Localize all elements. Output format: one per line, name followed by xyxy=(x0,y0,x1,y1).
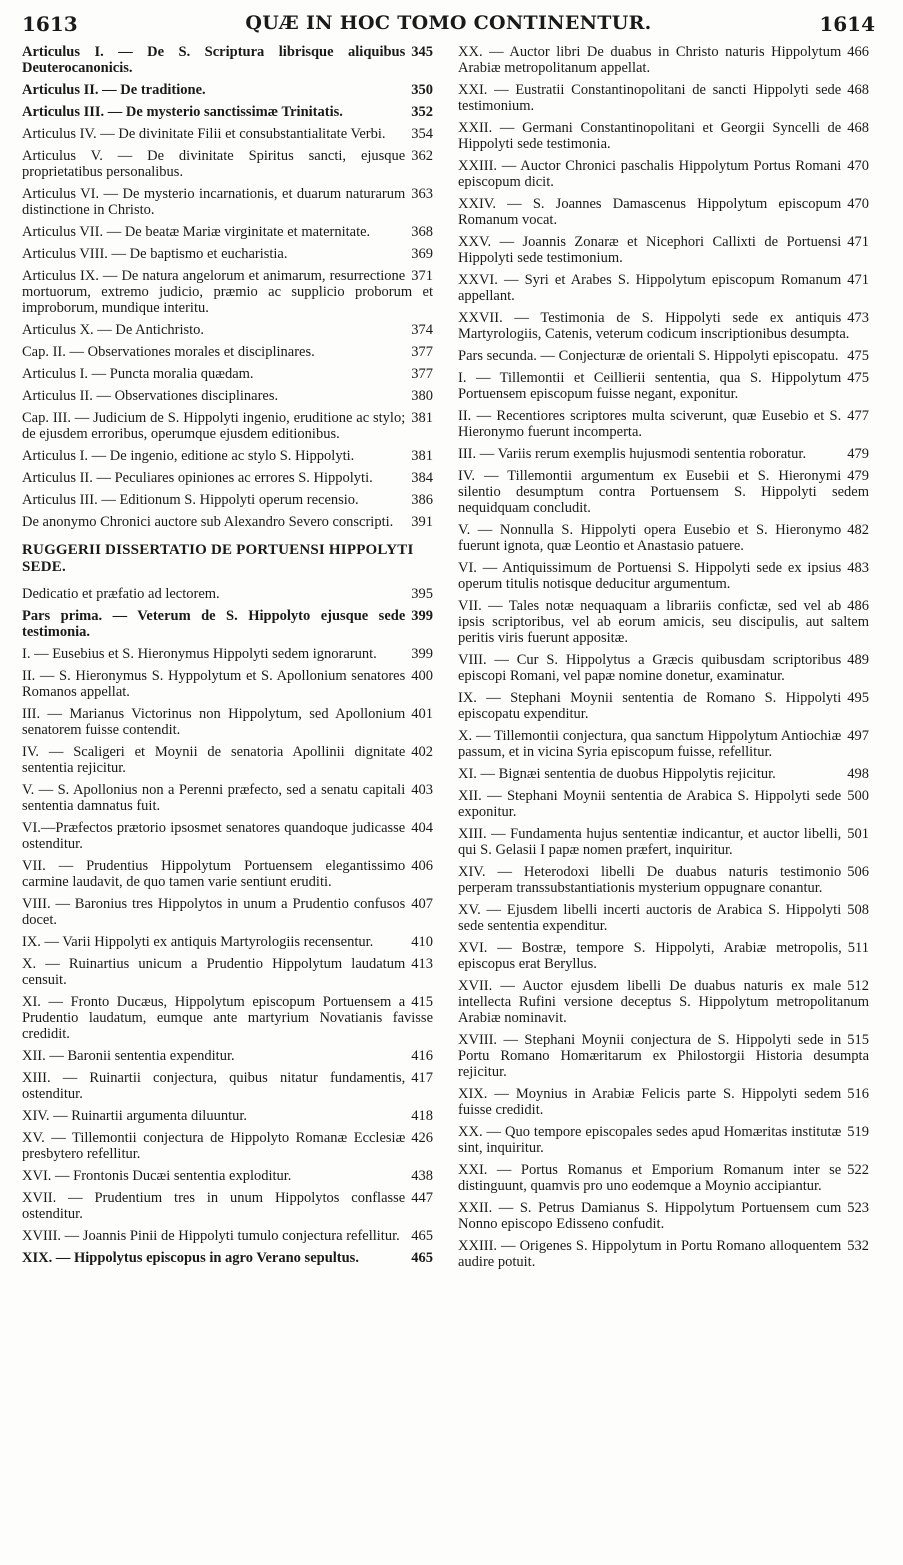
entry-text: VIII. — Baronius tres Hippolytos in unum a Prudentio confusos docet. xyxy=(22,896,406,928)
page-number-left: 1613 xyxy=(22,12,78,36)
toc-entry xyxy=(22,1168,435,1184)
page-ref: 368 xyxy=(411,224,433,240)
entry-text: Pars secunda. — Conjecturæ de orientali S. Hippolyti episcopatu. xyxy=(458,348,839,364)
toc-entry xyxy=(458,598,871,646)
page-ref: 479 xyxy=(847,446,869,462)
entry-text: XII. — Baronii sententia expenditur. xyxy=(22,1048,235,1064)
toc-entry xyxy=(458,690,871,722)
page-ref: 404 xyxy=(411,820,433,836)
toc-entry xyxy=(22,344,435,360)
page-ref: 380 xyxy=(411,388,433,404)
toc-entry xyxy=(22,470,435,486)
entry-text: Articulus III. — Editionum S. Hippolyti operum recensio. xyxy=(22,492,359,508)
toc-entry xyxy=(458,1086,871,1118)
page-ref: 511 xyxy=(847,940,869,956)
entry-text: Articulus V. — De divinitate Spiritus sancti, ejusque proprietatibus personalibus. xyxy=(22,148,406,180)
toc-entry xyxy=(458,234,871,266)
page-ref: 522 xyxy=(847,1162,869,1178)
entry-text: Articulus II. — De traditione. xyxy=(22,82,206,98)
toc-entry xyxy=(458,1162,871,1194)
left-column xyxy=(22,44,435,1272)
toc-entry xyxy=(22,388,435,404)
toc-entry xyxy=(458,1238,871,1270)
entry-text: Articulus VI. — De mysterio incarnationis, et duarum naturarum distinctione in Christo. xyxy=(22,186,406,218)
page-ref: 352 xyxy=(411,104,433,120)
entry-text: III. — Variis rerum exemplis hujusmodi sententia roboratur. xyxy=(458,446,807,462)
page-ref: 512 xyxy=(847,978,869,994)
entry-text: V. — S. Apollonius non a Perenni præfecto, sed a senatu capitali sententia damnatus fuit. xyxy=(22,782,406,814)
toc-entry xyxy=(458,1200,871,1232)
page-ref: 413 xyxy=(411,956,433,972)
page-ref: 470 xyxy=(847,196,869,212)
toc-entry xyxy=(458,408,871,440)
entry-text: I. — Tillemontii et Ceillierii sententia, qua S. Hippolytum Portuensem episcopum fuisse negant, exponitur. xyxy=(458,370,842,402)
entry-text: De anonymo Chronici auctore sub Alexandro Severo conscripti. xyxy=(22,514,394,530)
page-ref: 471 xyxy=(847,234,869,250)
page-ref: 354 xyxy=(411,126,433,142)
entry-text: XI. — Bignæi sententia de duobus Hippolytis rejicitur. xyxy=(458,766,776,782)
page-ref: 345 xyxy=(411,44,433,60)
entry-text: X. — Ruinartius unicum a Prudentio Hippolytum laudatum censuit. xyxy=(22,956,406,988)
entry-text: VII. — Prudentius Hippolytum Portuensem elegantissimo carmine laudavit, de quo tamen varie sentiunt eruditi. xyxy=(22,858,406,890)
entry-text: XVII. — Prudentium tres in unum Hippolytos conflasse ostenditur. xyxy=(22,1190,406,1222)
toc-entry xyxy=(22,858,435,890)
page-ref: 384 xyxy=(411,470,433,486)
entry-text: VIII. — Cur S. Hippolytus a Græcis quibusdam scriptoribus episcopi Romani, vel papæ nomine donetur, examinatur. xyxy=(458,652,842,684)
toc-entry xyxy=(458,940,871,972)
toc-entry xyxy=(458,82,871,114)
page-ref: 417 xyxy=(411,1070,433,1086)
page-ref: 498 xyxy=(847,766,869,782)
page-header xyxy=(22,6,875,40)
entry-text: Articulus I. — De ingenio, editione ac stylo S. Hippolyti. xyxy=(22,448,355,464)
page-ref: 395 xyxy=(411,586,433,602)
toc-entry xyxy=(22,1250,435,1266)
entry-text: XX. — Auctor libri De duabus in Christo naturis Hippolytum Arabiæ metropolitanum appellat. xyxy=(458,44,842,76)
toc-entry xyxy=(458,44,871,76)
page-ref: 483 xyxy=(847,560,869,576)
entry-text: X. — Tillemontii conjectura, qua sanctum Hippolytum Antiochiæ passum, et in vicina Syria episcopum fuisse, refellitur. xyxy=(458,728,842,760)
toc-entry xyxy=(458,348,871,364)
page-ref: 532 xyxy=(847,1238,869,1254)
page-ref: 377 xyxy=(411,344,433,360)
entry-text: XIII. — Fundamenta hujus sententiæ indicantur, et auctor libelli, qui S. Gelasii I papæ nomen præfert, inquiritur. xyxy=(458,826,842,858)
page-ref: 466 xyxy=(847,44,869,60)
entry-text: Articulus X. — De Antichristo. xyxy=(22,322,205,338)
toc-entry xyxy=(458,468,871,516)
entry-text: XXII. — S. Petrus Damianus S. Hippolytum Portuensem cum Nonno episcopo Edisseno confudit. xyxy=(458,1200,842,1232)
page-ref: 406 xyxy=(411,858,433,874)
toc-entry xyxy=(22,410,435,442)
toc-entry xyxy=(22,1228,435,1244)
entry-text: I. — Eusebius et S. Hieronymus Hippolyti sedem ignorarunt. xyxy=(22,646,377,662)
toc-entry xyxy=(22,744,435,776)
entry-text: XXIII. — Auctor Chronici paschalis Hippolytum Portus Romani episcopum dicit. xyxy=(458,158,842,190)
page-ref: 468 xyxy=(847,82,869,98)
toc-entry xyxy=(22,514,435,530)
entry-text: XVI. — Bostræ, tempore S. Hippolyti, Arabiæ metropolis, episcopus erat Beryllus. xyxy=(458,940,842,972)
toc-entry xyxy=(458,446,871,462)
page-ref: 506 xyxy=(847,864,869,880)
page-ref: 410 xyxy=(411,934,433,950)
toc-entry xyxy=(458,728,871,760)
toc-entry xyxy=(458,652,871,684)
entry-text: XVI. — Frontonis Ducæi sententia exploditur. xyxy=(22,1168,292,1184)
toc-entry xyxy=(22,1048,435,1064)
page-ref: 465 xyxy=(411,1228,433,1244)
toc-entry xyxy=(458,196,871,228)
page-ref: 508 xyxy=(847,902,869,918)
page-ref: 363 xyxy=(411,186,433,202)
page-ref: 362 xyxy=(411,148,433,164)
toc-entry xyxy=(458,978,871,1026)
page-ref: 399 xyxy=(411,608,433,624)
toc-entry xyxy=(458,788,871,820)
toc-entry xyxy=(458,560,871,592)
page-ref: 473 xyxy=(847,310,869,326)
entry-text: XXI. — Eustratii Constantinopolitani de sancti Hippolyti sede testimonium. xyxy=(458,82,842,114)
entry-text: XIX. — Moynius in Arabiæ Felicis parte S. Hippolyti sedem fuisse credidit. xyxy=(458,1086,842,1118)
page-ref: 403 xyxy=(411,782,433,798)
entry-text: XXI. — Portus Romanus et Emporium Romanum inter se distinguunt, quamvis pro uno eodemque a Moynio accipiantur. xyxy=(458,1162,842,1194)
toc-entry xyxy=(458,1124,871,1156)
entry-text: Articulus VII. — De beatæ Mariæ virginitate et maternitate. xyxy=(22,224,371,240)
page-ref: 486 xyxy=(847,598,869,614)
page-ref: 515 xyxy=(847,1032,869,1048)
page-ref: 475 xyxy=(847,348,869,364)
entry-text: XVIII. — Stephani Moynii conjectura de S. Hippolyti sede in Portu Romano Homæritarum ex Philostorgii Historia desumpta rejicitur. xyxy=(458,1032,869,1080)
toc-entry xyxy=(458,272,871,304)
page-ref: 369 xyxy=(411,246,433,262)
toc-entry xyxy=(22,224,435,240)
toc-entry xyxy=(458,370,871,402)
toc-entry xyxy=(458,864,871,896)
page-ref: 350 xyxy=(411,82,433,98)
toc-entry xyxy=(458,1032,871,1080)
entry-text: IV. — Scaligeri et Moynii de senatoria Apollinii dignitate sententia rejicitur. xyxy=(22,744,406,776)
toc-entry xyxy=(22,586,435,602)
page-ref: 447 xyxy=(411,1190,433,1206)
entry-text: XII. — Stephani Moynii sententia de Arabica S. Hippolyti sede exponitur. xyxy=(458,788,842,820)
entry-text: Articulus VIII. — De baptismo et eucharistia. xyxy=(22,246,288,262)
entry-text: II. — S. Hieronymus S. Hyppolytum et S. Apollonium senatores Romanos appellat. xyxy=(22,668,406,700)
page-ref: 401 xyxy=(411,706,433,722)
toc-entry xyxy=(22,896,435,928)
page-ref: 416 xyxy=(411,1048,433,1064)
toc-entry xyxy=(22,706,435,738)
entry-text: V. — Nonnulla S. Hippolyti opera Eusebio et S. Hieronymo fuerunt ignota, quæ Leontio et Anastasio patuere. xyxy=(458,522,842,554)
entry-text: Cap. III. — Judicium de S. Hippolyti ingenio, eruditione ac stylo; de ejusdem erroribus, operumque ejusdem editionibus. xyxy=(22,410,406,442)
page-ref: 407 xyxy=(411,896,433,912)
toc-entry xyxy=(22,246,435,262)
page-ref: 516 xyxy=(847,1086,869,1102)
section-heading: RUGGERII DISSERTATIO DE PORTUENSI HIPPOLYTI SEDE. xyxy=(22,542,414,575)
entry-text: Dedicatio et præfatio ad lectorem. xyxy=(22,586,220,602)
toc-entry xyxy=(22,1108,435,1124)
toc-entry xyxy=(22,934,435,950)
entry-text: III. — Marianus Victorinus non Hippolytum, sed Apollonium senatorem fuisse contendit. xyxy=(22,706,406,738)
page-ref: 501 xyxy=(847,826,869,842)
entry-text: VII. — Tales notæ nequaquam a librariis confictæ, sed vel ab ipsis scriptoribus, vel ab eorum amicis, seu discipulis, aut saltem peritis viris fuerunt appositæ. xyxy=(458,598,869,646)
entry-text: IX. — Stephani Moynii sententia de Romano S. Hippolyti episcopatu expenditur. xyxy=(458,690,842,722)
toc-entry xyxy=(22,1190,435,1222)
toc-entry xyxy=(22,104,435,120)
toc-entry xyxy=(22,126,435,142)
page-ref: 470 xyxy=(847,158,869,174)
page-ref: 471 xyxy=(847,272,869,288)
entry-text: Articulus I. — Puncta moralia quædam. xyxy=(22,366,254,382)
page-ref: 386 xyxy=(411,492,433,508)
toc-entry xyxy=(458,766,871,782)
page-ref: 391 xyxy=(411,514,433,530)
page-ref: 415 xyxy=(411,994,433,1010)
toc-entry xyxy=(22,322,435,338)
page-number-right: 1614 xyxy=(819,12,875,36)
toc-entry xyxy=(22,608,435,640)
toc-entry xyxy=(458,902,871,934)
page-ref: 371 xyxy=(411,268,433,284)
entry-text: VI. — Antiquissimum de Portuensi S. Hippolyti sede ex ipsius operum titulis notisque deducitur argumentum. xyxy=(458,560,842,592)
page-ref: 438 xyxy=(411,1168,433,1184)
toc-entry xyxy=(22,646,435,662)
entry-text: XVIII. — Joannis Pinii de Hippolyti tumulo conjectura refellitur. xyxy=(22,1228,400,1244)
page-ref: 377 xyxy=(411,366,433,382)
right-column xyxy=(458,44,871,1276)
page-ref: 475 xyxy=(847,370,869,386)
toc-entry xyxy=(22,268,435,316)
entry-text: XV. — Ejusdem libelli incerti auctoris de Arabica S. Hippolyti sede sententia expenditur. xyxy=(458,902,842,934)
entry-text: II. — Recentiores scriptores multa sciverunt, quæ Eusebio et S. Hieronymo fuerunt incomperta. xyxy=(458,408,842,440)
toc-entry xyxy=(22,44,435,76)
toc-entry xyxy=(22,956,435,988)
entry-text: Cap. II. — Observationes morales et disciplinares. xyxy=(22,344,315,360)
entry-text: Articulus II. — Observationes disciplinares. xyxy=(22,388,279,404)
entry-text: XIV. — Heterodoxi libelli De duabus naturis testimonio perperam transsubstantiationis mysterium oppugnare conantur. xyxy=(458,864,842,896)
entry-text: XI. — Fronto Ducæus, Hippolytum episcopum Portuensem a Prudentio laudatum, eumque ante martyrium Novatianis favisse credidit. xyxy=(22,994,433,1042)
page-ref: 497 xyxy=(847,728,869,744)
entry-text: XXII. — Germani Constantinopolitani et Georgii Syncelli de Hippolyti sede testimonia. xyxy=(458,120,842,152)
entry-text: Articulus III. — De mysterio sanctissimæ Trinitatis. xyxy=(22,104,343,120)
entry-text: XIV. — Ruinartii argumenta diluuntur. xyxy=(22,1108,247,1124)
entry-text: Articulus II. — Peculiares opiniones ac errores S. Hippolyti. xyxy=(22,470,373,486)
page-ref: 465 xyxy=(411,1250,433,1266)
toc-entry xyxy=(458,522,871,554)
toc-entry xyxy=(458,120,871,152)
entry-text: XIX. — Hippolytus episcopus in agro Verano sepultus. xyxy=(22,1250,359,1266)
toc-entry xyxy=(22,148,435,180)
entry-text: XXIII. — Origenes S. Hippolytum in Portu Romano alloquentem audire potuit. xyxy=(458,1238,842,1270)
page-ref: 426 xyxy=(411,1130,433,1146)
entry-text: IX. — Varii Hippolyti ex antiquis Martyrologiis recensentur. xyxy=(22,934,374,950)
toc-entry xyxy=(22,82,435,98)
running-title: QUÆ IN HOC TOMO CONTINENTUR. xyxy=(245,12,652,34)
page-ref: 477 xyxy=(847,408,869,424)
entry-text: Pars prima. — Veterum de S. Hippolyto ejusque sede testimonia. xyxy=(22,608,406,640)
toc-entry xyxy=(22,820,435,852)
toc-entry xyxy=(458,826,871,858)
entry-text: IV. — Tillemontii argumentum ex Eusebii et S. Hieronymi silentio desumptum contra Portuensem S. Hippolyti sedem nequidquam concludit. xyxy=(458,468,869,516)
entry-text: XIII. — Ruinartii conjectura, quibus nitatur fundamentis, ostenditur. xyxy=(22,1070,406,1102)
entry-text: XVII. — Auctor ejusdem libelli De duabus naturis ex male intellecta Rufini versione deceptus S. Hippolytum metropolitanum Arabiæ nominavit. xyxy=(458,978,869,1026)
toc-entry xyxy=(22,782,435,814)
page-ref: 381 xyxy=(411,448,433,464)
toc-entry xyxy=(22,668,435,700)
entry-text: XV. — Tillemontii conjectura de Hippolyto Romanæ Ecclesiæ presbytero refellitur. xyxy=(22,1130,406,1162)
page-ref: 519 xyxy=(847,1124,869,1140)
page-ref: 495 xyxy=(847,690,869,706)
entry-text: XX. — Quo tempore episcopales sedes apud Homæritas institutæ sint, inquiritur. xyxy=(458,1124,842,1156)
entry-text: Articulus IX. — De natura angelorum et animarum, resurrectione mortuorum, extremo judicio, præmio ac supplicio proborum et improborum, mundique interitu. xyxy=(22,268,433,316)
page-ref: 374 xyxy=(411,322,433,338)
entry-text: Articulus I. — De S. Scriptura librisque aliquibus Deuterocanonicis. xyxy=(22,44,406,76)
entry-text: XXIV. — S. Joannes Damascenus Hippolytum episcopum Romanum vocat. xyxy=(458,196,842,228)
toc-entry xyxy=(458,158,871,190)
page-ref: 523 xyxy=(847,1200,869,1216)
toc-entry xyxy=(22,1130,435,1162)
toc-entry xyxy=(22,186,435,218)
entry-text: XXVII. — Testimonia de S. Hippolyti sede ex antiquis Martyrologiis, Catenis, veterum codicum inscriptionibus desumpta. xyxy=(458,310,850,342)
toc-entry xyxy=(22,366,435,382)
toc-entry xyxy=(22,994,435,1042)
page-ref: 479 xyxy=(847,468,869,484)
entry-text: XXV. — Joannis Zonaræ et Nicephori Callixti de Portuensi Hippolyti sede testimonium. xyxy=(458,234,842,266)
entry-text: VI.—Præfectos prætorio ipsosmet senatores quandoque judicasse ostenditur. xyxy=(22,820,406,852)
toc-entry xyxy=(22,1070,435,1102)
page-ref: 418 xyxy=(411,1108,433,1124)
toc-entry xyxy=(458,310,871,342)
page-ref: 489 xyxy=(847,652,869,668)
page-ref: 381 xyxy=(411,410,433,426)
toc-entry xyxy=(22,448,435,464)
page-ref: 399 xyxy=(411,646,433,662)
page-ref: 402 xyxy=(411,744,433,760)
entry-text: Articulus IV. — De divinitate Filii et consubstantialitate Verbi. xyxy=(22,126,386,142)
toc-entry xyxy=(22,492,435,508)
entry-text: XXVI. — Syri et Arabes S. Hippolytum episcopum Romanum appellant. xyxy=(458,272,842,304)
page-ref: 500 xyxy=(847,788,869,804)
page-ref: 468 xyxy=(847,120,869,136)
page-ref: 482 xyxy=(847,522,869,538)
page-ref: 400 xyxy=(411,668,433,684)
